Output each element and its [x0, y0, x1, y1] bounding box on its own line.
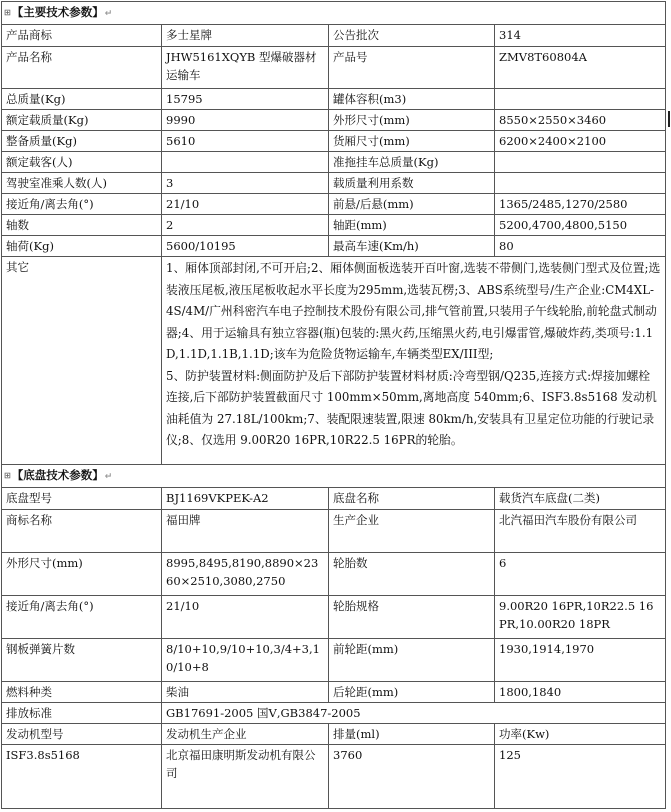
- cell-value: 15795: [162, 89, 329, 110]
- cell-label: 公告批次: [329, 25, 495, 47]
- cell-value: [495, 89, 666, 110]
- table-row: [2, 236, 666, 257]
- cell-label: 整备质量(Kg): [2, 131, 162, 152]
- emission-value: GB17691-2005 国Ⅴ,GB3847-2005: [162, 703, 666, 724]
- cell-label: 外形尺寸(mm): [329, 110, 495, 131]
- cell-label: 最高车速(Km/h): [329, 236, 495, 257]
- table-row: [2, 510, 666, 553]
- cell-label: 接近角/离去角(°): [2, 194, 162, 215]
- cell-value: 8995,8495,8190,8890×2360×2510,3080,2750: [162, 553, 329, 596]
- chassis-section-header-row: [2, 465, 666, 488]
- cell-label: 总质量(Kg): [2, 89, 162, 110]
- cell-label: 轮胎规格: [329, 596, 495, 639]
- cell-value: 6200×2400×2100: [495, 131, 666, 152]
- other-label: 其它: [2, 257, 162, 465]
- cell-value: 1800,1840: [495, 682, 666, 703]
- cell-label: 商标名称: [2, 510, 162, 553]
- table-row: [2, 131, 666, 152]
- table-row: [2, 194, 666, 215]
- cell-value: 1365/2485,1270/2580: [495, 194, 666, 215]
- cell-label: 接近角/离去角(°): [2, 596, 162, 639]
- cell-value: 314: [495, 25, 666, 47]
- cell-label: 额定载质量(Kg): [2, 110, 162, 131]
- cell-value: [162, 152, 329, 173]
- cell-value: [495, 173, 666, 194]
- cell-label: 准拖挂车总质量(Kg): [329, 152, 495, 173]
- cell-label: 后轮距(mm): [329, 682, 495, 703]
- engine-header-cell: 发动机型号: [2, 724, 162, 745]
- page-edge-marker: [668, 111, 670, 127]
- paragraph-mark-icon: ↵: [104, 9, 113, 19]
- cell-value: 5610: [162, 131, 329, 152]
- cell-value: 9.00R20 16PR,10R22.5 16PR,10.00R20 18PR: [495, 596, 666, 639]
- cell-label: 生产企业: [329, 510, 495, 553]
- engine-manufacturer: 北京福田康明斯发动机有限公司: [162, 745, 329, 809]
- cell-value: [495, 152, 666, 173]
- cell-label: 载质量利用系数: [329, 173, 495, 194]
- table-row: [2, 596, 666, 639]
- table-row: [2, 25, 666, 47]
- other-notes-row: [2, 257, 666, 465]
- cell-value: 6: [495, 553, 666, 596]
- cell-label: 燃料种类: [2, 682, 162, 703]
- engine-header-cell: 功率(Kw): [495, 724, 666, 745]
- table-row: [2, 639, 666, 682]
- engine-model: ISF3.8s5168: [2, 745, 162, 809]
- main-section-title: 【主要技术参数】: [11, 5, 104, 19]
- chassis-section-title: 【底盘技术参数】: [11, 468, 104, 482]
- spec-table: [1, 1, 666, 809]
- cell-label: 产品名称: [2, 47, 162, 89]
- table-row: [2, 110, 666, 131]
- cell-label: 前悬/后悬(mm): [329, 194, 495, 215]
- table-anchor-icon: ⊞: [4, 471, 11, 480]
- cell-label: 轴距(mm): [329, 215, 495, 236]
- cell-value: 多士星牌: [162, 25, 329, 47]
- cell-value: 1930,1914,1970: [495, 639, 666, 682]
- emission-label: 排放标准: [2, 703, 162, 724]
- cell-value: 载货汽车底盘(二类): [495, 488, 666, 510]
- cell-value: 2: [162, 215, 329, 236]
- cell-label: 轮胎数: [329, 553, 495, 596]
- engine-power: 125: [495, 745, 666, 809]
- cell-value: 5600/10195: [162, 236, 329, 257]
- cell-value: 21/10: [162, 596, 329, 639]
- engine-displacement: 3760: [329, 745, 495, 809]
- cell-value: 北汽福田汽车股份有限公司: [495, 510, 666, 553]
- table-row: [2, 553, 666, 596]
- cell-value: 5200,4700,4800,5150: [495, 215, 666, 236]
- main-section-header-row: [2, 2, 666, 25]
- cell-label: 轴数: [2, 215, 162, 236]
- cell-label: 底盘型号: [2, 488, 162, 510]
- cell-label: 额定载客(人): [2, 152, 162, 173]
- cell-value: 福田牌: [162, 510, 329, 553]
- table-row: [2, 488, 666, 510]
- cell-value: 9990: [162, 110, 329, 131]
- cell-value: ZMV8T60804A: [495, 47, 666, 89]
- cell-value: 8/10+10,9/10+10,3/4+3,10/10+8: [162, 639, 329, 682]
- cell-label: 产品商标: [2, 25, 162, 47]
- cell-label: 轴荷(Kg): [2, 236, 162, 257]
- engine-header-row: [2, 724, 666, 745]
- cell-label: 底盘名称: [329, 488, 495, 510]
- cell-value: 8550×2550×3460: [495, 110, 666, 131]
- cell-label: 产品号: [329, 47, 495, 89]
- cell-label: 前轮距(mm): [329, 639, 495, 682]
- cell-value: BJ1169VKPEK-A2: [162, 488, 329, 510]
- spec-sheet: [1, 1, 670, 809]
- table-row: [2, 152, 666, 173]
- cell-label: 外形尺寸(mm): [2, 553, 162, 596]
- table-row: [2, 215, 666, 236]
- cell-value: 21/10: [162, 194, 329, 215]
- other-paragraph-2: 5、防护装置材料:侧面防护及后下部防护装置材料材质:冷弯型钢/Q235,连接方式:焊接加螺栓连接,后下部防护装置截面尺寸 100mm×50mm,离地高度 540mm;6、ISF3.8s5168 发动机油耗值为 27.18L/100km;7、装配限速装置,限速 80km/h,安装具有卫星定位功能的行驶记录仪;8、仅选用 9.00R20 16PR,10R22.5 16PR的轮胎。: [166, 368, 657, 447]
- cell-label: 货厢尺寸(mm): [329, 131, 495, 152]
- cell-value: 80: [495, 236, 666, 257]
- emission-row: [2, 703, 666, 724]
- cell-label: 驾驶室准乘人数(人): [2, 173, 162, 194]
- other-paragraph-1: 1、厢体顶部封闭,不可开启;2、厢体侧面板选装开百叶窗,选装不带侧门,选装侧门型式及位置;选装液压尾板,液压尾板收起水平长度为295mm,选装瓦楞;3、ABS系统型号/生产企业:CM4XL-4S/4M/广州科密汽车电子控制技术股份有限公司,排气管前置,只装用子午线轮胎,前轮盘式制动器;4、用于运输具有独立容器(瓶)包装的:黑火药,压缩黑火药,电引爆雷管,爆破炸药,类项号:1.1D,1.1D,1.1B,1.1D;该车为危险货物运输车,车辆类型EX/III型;: [166, 261, 661, 361]
- table-row: [2, 47, 666, 89]
- table-row: [2, 682, 666, 703]
- cell-label: 钢板弹簧片数: [2, 639, 162, 682]
- cell-value: 柴油: [162, 682, 329, 703]
- cell-value: JHW5161XQYB 型爆破器材运输车: [162, 47, 329, 89]
- table-anchor-icon: ⊞: [4, 8, 11, 17]
- table-row: [2, 173, 666, 194]
- engine-header-cell: 发动机生产企业: [162, 724, 329, 745]
- cell-label: 罐体容积(m3): [329, 89, 495, 110]
- cell-value: 3: [162, 173, 329, 194]
- engine-header-cell: 排量(ml): [329, 724, 495, 745]
- table-row: [2, 89, 666, 110]
- engine-row: [2, 745, 666, 809]
- paragraph-mark-icon: ↵: [104, 472, 113, 482]
